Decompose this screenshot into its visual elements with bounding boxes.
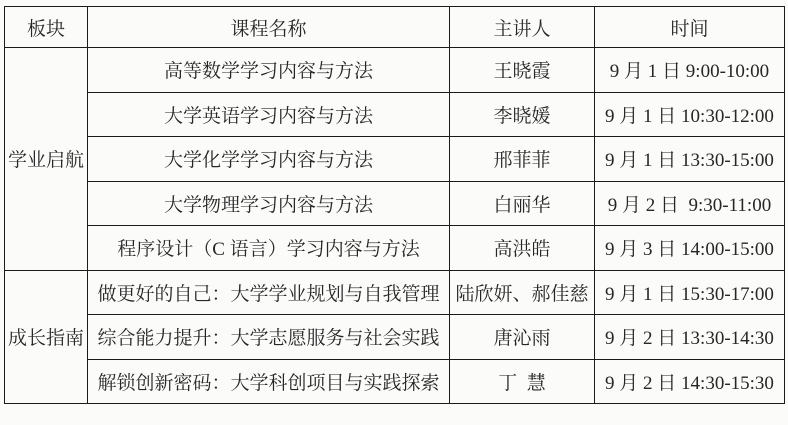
course-cell: 综合能力提升：大学志愿服务与社会实践 — [88, 315, 450, 360]
time-cell: 9 月 2 日 14:30-15:30 — [595, 359, 785, 404]
header-section: 板块 — [5, 7, 88, 48]
table-row — [5, 359, 785, 404]
course-cell: 解锁创新密码：大学科创项目与实践探索 — [88, 359, 450, 404]
header-course: 课程名称 — [88, 7, 450, 48]
time-cell: 9 月 1 日 10:30-12:00 — [595, 92, 785, 137]
course-cell: 大学英语学习内容与方法 — [88, 92, 450, 137]
course-cell: 做更好的自己：大学学业规划与自我管理 — [88, 270, 450, 315]
speaker-cell: 唐沁雨 — [450, 315, 595, 360]
speaker-cell: 高洪皓 — [450, 226, 595, 271]
section-label-chengzhang-zhinan: 成长指南 — [5, 270, 88, 404]
table-row — [5, 92, 785, 137]
time-cell: 9 月 2 日 9:30-11:00 — [595, 181, 785, 226]
course-cell: 大学物理学习内容与方法 — [88, 181, 450, 226]
table-row — [5, 48, 785, 93]
time-cell: 9 月 1 日 9:00-10:00 — [595, 48, 785, 93]
speaker-cell: 王晓霞 — [450, 48, 595, 93]
course-cell: 程序设计（C 语言）学习内容与方法 — [88, 226, 450, 271]
header-speaker: 主讲人 — [450, 7, 595, 48]
table-row — [5, 181, 785, 226]
table-header-row — [5, 7, 785, 48]
speaker-cell: 白丽华 — [450, 181, 595, 226]
course-cell: 高等数学学习内容与方法 — [88, 48, 450, 93]
course-cell: 大学化学学习内容与方法 — [88, 137, 450, 182]
speaker-cell: 陆欣妍、郝佳慈 — [450, 270, 595, 315]
speaker-cell: 丁 慧 — [450, 359, 595, 404]
table-row — [5, 315, 785, 360]
time-cell: 9 月 2 日 13:30-14:30 — [595, 315, 785, 360]
table-row — [5, 137, 785, 182]
speaker-cell: 李晓媛 — [450, 92, 595, 137]
table-row — [5, 270, 785, 315]
speaker-cell: 邢菲菲 — [450, 137, 595, 182]
header-time: 时间 — [595, 7, 785, 48]
time-cell: 9 月 1 日 15:30-17:00 — [595, 270, 785, 315]
table-row — [5, 226, 785, 271]
course-schedule-table — [4, 6, 785, 404]
time-cell: 9 月 1 日 13:30-15:00 — [595, 137, 785, 182]
section-label-xueye-qihang: 学业启航 — [5, 48, 88, 271]
time-cell: 9 月 3 日 14:00-15:00 — [595, 226, 785, 271]
